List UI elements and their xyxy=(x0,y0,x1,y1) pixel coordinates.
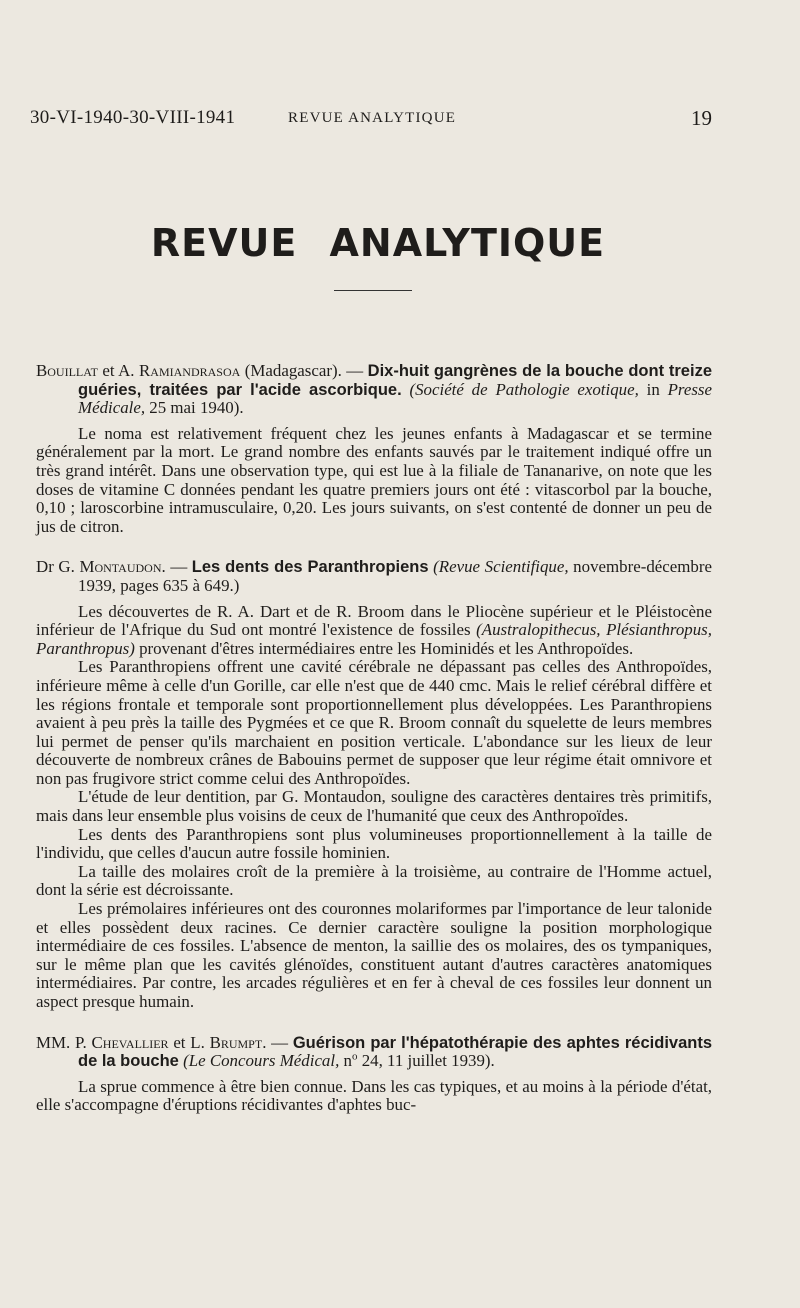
entry-2-p1-genera: (Australopithecus, Plésianthropus, Paranthropus) xyxy=(36,620,712,658)
title-divider xyxy=(334,290,412,291)
entry-3-title: Guérison par l'hépatothérapie des aphtes récidivants de la bouche xyxy=(78,1033,713,1071)
entry-3-prefix: MM. P. xyxy=(36,1032,92,1052)
entry-1-author-2: Ramiandrasoa xyxy=(139,361,241,380)
entry-1-ref-in: in xyxy=(646,379,668,399)
entry-2-prefix: Dr xyxy=(36,557,54,577)
entry-2-p1-start: Les découvertes de R. A. Dart et de R. Broom dans le Pliocène supérieur et le Pléistocène inférieur de l'Afrique du Sud ont montré l'existence de fossiles xyxy=(36,601,712,640)
running-head-section: REVUE ANALYTIQUE xyxy=(288,110,457,126)
entry-2-paragraph-5: La taille des molaires croît de la première à la troisième, au contraire de l'Homme actuel, dont la série est décroissante. xyxy=(36,861,712,900)
entry-3-heading xyxy=(36,1034,712,1071)
entry-2-ref-date: novembre-décembre 1939, pages 635 à 649.) xyxy=(78,557,712,595)
page-title: REVUE ANALYTIQUE xyxy=(150,221,606,265)
entry-2-paragraph-4: Les dents des Paranthropiens sont plus volumineuses proportionnellement à la taille de l'individu, que celles d'aucun autre fossile hominien. xyxy=(36,824,712,863)
entry-3-ref-journal: (Le Concours Médical, xyxy=(178,1051,340,1071)
entry-2-paragraph-3: L'étude de leur dentition, par G. Montaudon, souligne des caractères dentaires très primitifs, mais dans leur ensemble plus voisins de ceux de l'humanité que ceux des Anthropoïdes. xyxy=(36,787,712,826)
entry-3-ref-number-sup: o xyxy=(351,1050,358,1063)
entry-3-and: et L. xyxy=(168,1032,210,1052)
entry-2-origin: . — xyxy=(161,557,192,577)
entry-3-origin: . — xyxy=(262,1032,293,1052)
entry-2-p1-end: provenant d'êtres intermédiaires entre les Hominidés et les Anthropoïdes. xyxy=(134,638,634,658)
entry-3-author-2: Brumpt xyxy=(209,1032,263,1052)
page-number: 19 xyxy=(691,106,712,130)
entry-1-ref-journal: Presse Médicale, xyxy=(78,379,712,418)
entry-1-ref-date: 25 mai 1940). xyxy=(145,398,244,418)
entry-3-author-1: Chevallier xyxy=(91,1032,169,1052)
article-body xyxy=(36,362,712,1115)
running-head-dates: 30-VI-1940-30-VIII-1941 xyxy=(30,107,236,128)
entry-3-paragraph-1: La sprue commence à être bien connue. Dans les cas typiques, et au moins à la période d'état, elle s'accompagne d'éruptions récidivantes d'aphtes buc- xyxy=(36,1076,712,1115)
entry-2-paragraph-1 xyxy=(36,603,712,659)
entry-1-paragraph-1: Le noma est relativement fréquent chez les jeunes enfants à Madagascar et se termine généralement par la mort. Le grand nombre des enfants sauvés par le traitement indiqué offre un très grand intérêt. Dans une observation type, qui est lue à la filiale de Tananarive, on note que les doses de vitamine C données pendant les quatre premiers jours ont été : vitascorbol par la bouche, 0,10 ; laroscorbine intramusculaire, 0,20. Les jours suivants, on s'est contenté de donner un peu de jus de citron. xyxy=(36,423,712,536)
entry-1-title: Dix-huit gangrènes de la bouche dont treize guéries, traitées par l'acide ascorbique. xyxy=(78,362,712,399)
entry-2-title: Les dents des Paranthropiens xyxy=(191,558,429,577)
entry-1-ref-society: (Société de Pathologie exotique, xyxy=(401,379,647,399)
entry-3-ref-date: 24, 11 juillet 1939). xyxy=(357,1051,495,1071)
entry-3-ref-number-prefix: n xyxy=(339,1051,352,1071)
entry-1-author-1: Bouillat xyxy=(36,361,98,380)
entry-2-heading xyxy=(36,558,712,595)
entry-2-author-1: Montaudon xyxy=(79,557,162,577)
entry-1-and: et A. xyxy=(97,361,140,380)
entry-2-paragraph-6: Les prémolaires inférieures ont des couronnes molariformes par l'importance de leur talonide et elles possèdent deux racines. Ce dernier caractère souligne la position morphologique intermédiaire de ces fossiles. L'absence de menton, la saillie des os molaires, des os tympaniques, sur le même plan que les cavités glénoïdes, constituent autant d'autres caractères anatomiques intermédiaires. Par contre, les arcades régulières et en fer à cheval de ces fossiles leur donnent un aspect presque humain. xyxy=(36,899,712,1011)
running-head xyxy=(30,104,712,132)
entry-2-initial: G. xyxy=(53,557,80,577)
entry-1-heading xyxy=(36,362,712,418)
entry-1-origin: (Madagascar). — xyxy=(240,361,368,380)
entry-2-ref-journal: (Revue Scientifique, xyxy=(428,557,569,577)
entry-2-paragraph-2: Les Paranthropiens offrent une cavité cérébrale ne dépassant pas celles des Anthropoïdes, inférieure même à celle d'un Gorille, car elle n'est que de 440 cmc. Mais le relief cérébral diffère et les régions frontale et temporale sont proportionnellement plus développées. Les Paranthropiens avaient à peu près la taille des Pygmées et ce que R. Broom connaît du squelette de leurs membres lui permet de penser qu'ils marchaient en position verticale. L'abondance sur les lieux de leur découverte de nombreux crânes de Babouins permet de supposer que leur régime était omnivore et non pas frugivore strict comme celui des Anthropoïdes. xyxy=(36,657,712,788)
